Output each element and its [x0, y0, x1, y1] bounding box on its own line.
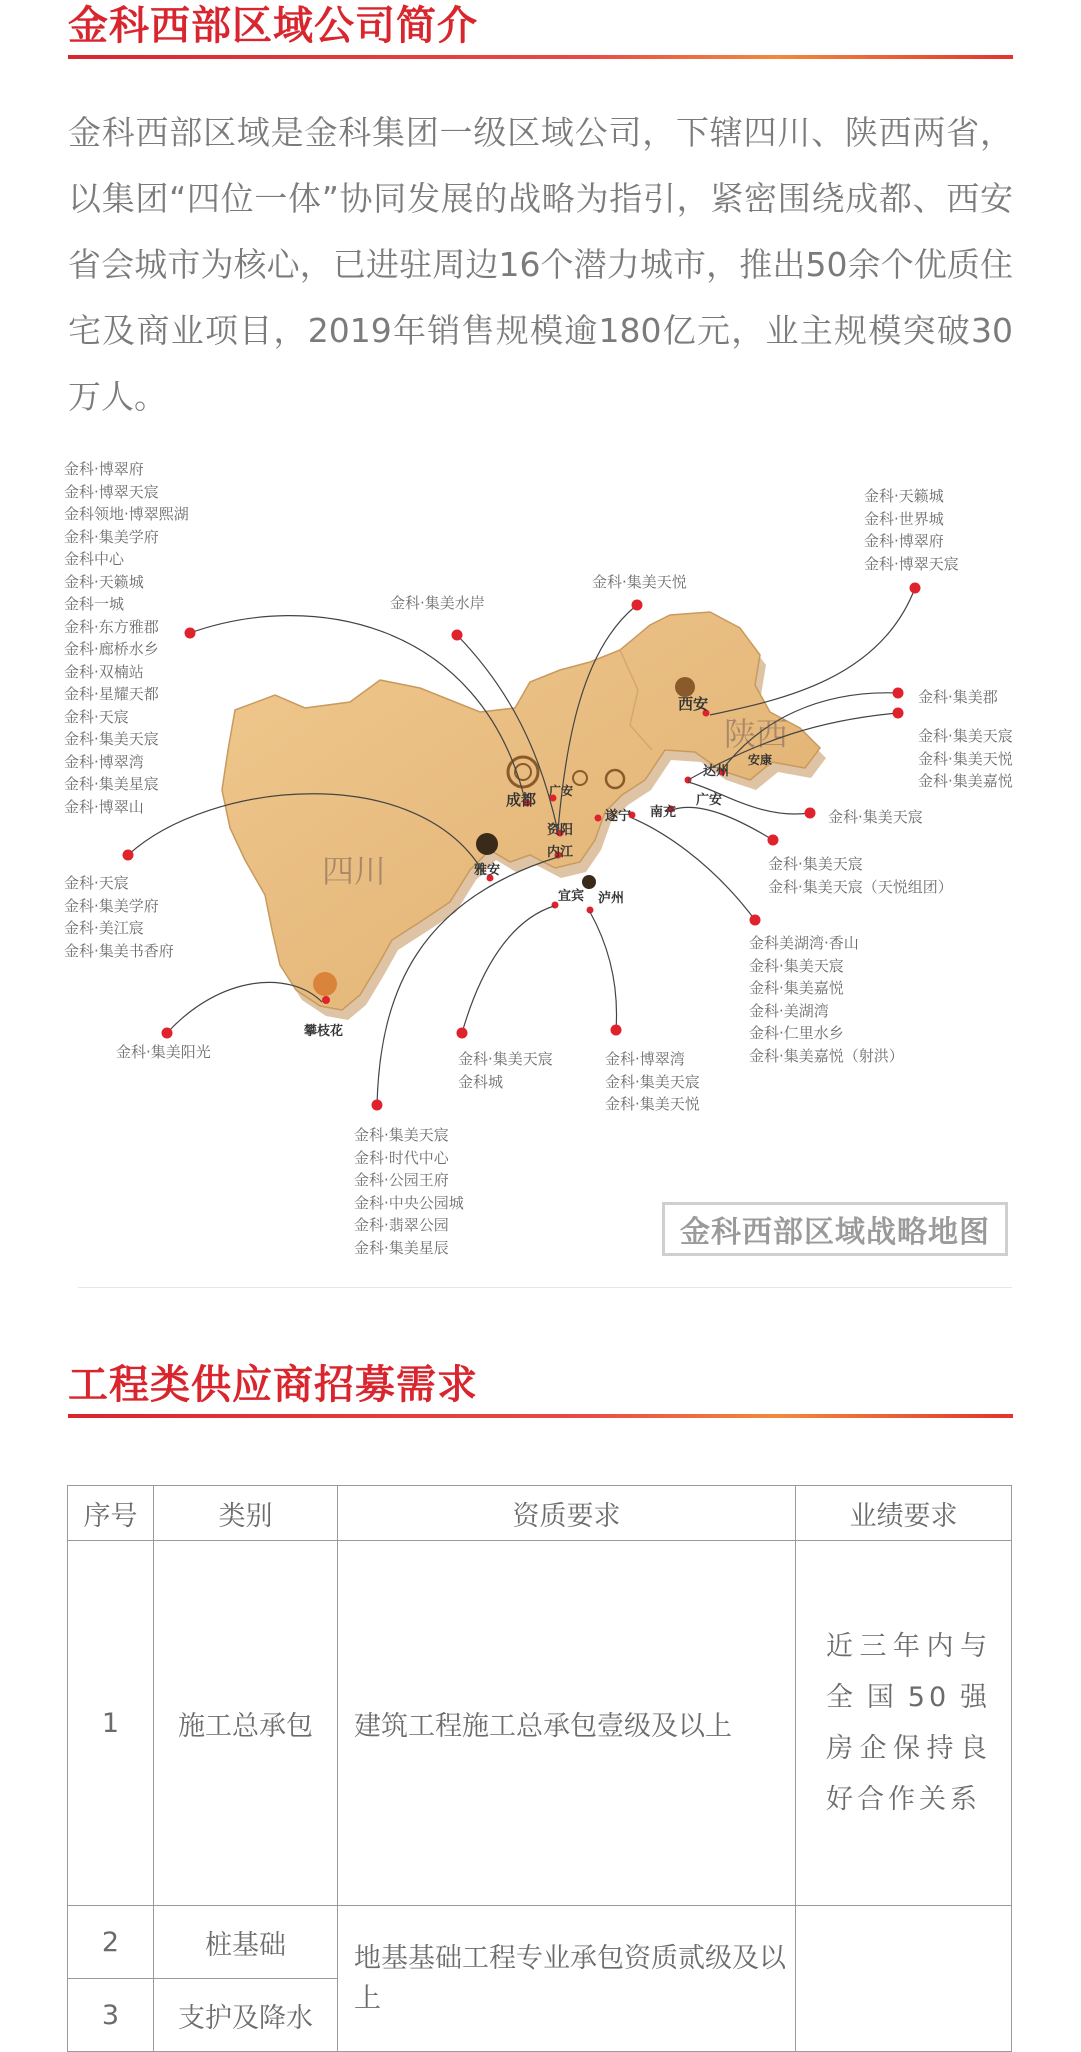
project-label: 金科·集美天宸 [458, 1050, 553, 1068]
project-label: 金科·博翠天宸 [864, 554, 959, 573]
row-category: 桩基础 [154, 1906, 338, 1979]
xian-landmark-icon [675, 677, 695, 697]
project-label: 金科·集美天悦 [918, 749, 1013, 768]
map-land [222, 612, 820, 1010]
project-label: 金科·星耀天都 [64, 685, 159, 703]
intro-title-rule [68, 55, 1013, 59]
row-no: 1 [68, 1541, 154, 1906]
project-label: 金科·天宸 [64, 707, 129, 726]
row-category: 支护及降水 [154, 1979, 338, 2052]
marker-panzhihua [322, 996, 330, 1004]
label-group-chengdu [64, 458, 189, 818]
project-label: 金科·东方雅郡 [64, 617, 159, 636]
project-label: 金科·集美嘉悦 [749, 979, 844, 997]
project-label: 金科·时代中心 [354, 1148, 449, 1167]
luzhou-icon [582, 875, 596, 889]
header-qualification: 资质要求 [338, 1486, 796, 1541]
table-header-row [68, 1486, 1012, 1541]
province-shaanxi: 陕西 [724, 715, 789, 753]
project-label: 金科·博翠府 [64, 460, 144, 478]
project-label: 金科·公园王府 [354, 1171, 449, 1189]
label-group-ziyang [390, 592, 485, 615]
label-group-guang-an [768, 853, 953, 898]
project-label: 金科·集美天宸 [354, 1126, 449, 1144]
project-label: 金科·廊桥水乡 [64, 640, 159, 658]
row-no: 2 [68, 1906, 154, 1979]
project-label: 金科·集美天宸 [605, 1072, 700, 1091]
city-ziyang: 资阳 [547, 823, 574, 838]
map-legend-box: 金科西部区域战略地图 [662, 1202, 1008, 1256]
project-label: 金科·博翠湾 [605, 1050, 685, 1068]
label-group-hanzhong [918, 725, 1013, 793]
city-chengdu: 成都 [506, 791, 537, 809]
project-label: 金科·世界城 [864, 509, 944, 528]
label-group-xian [864, 485, 959, 575]
city-guang-han: 广安 [549, 784, 574, 798]
header-category: 类别 [154, 1486, 338, 1541]
project-label: 金科·翡翠公园 [354, 1216, 449, 1234]
label-group-ya-an [64, 872, 174, 962]
intro-paragraph: 金科西部区域是金科集团一级区域公司，下辖四川、陕西两省，以集团“四位一体”协同发展的战略为指引，紧密围绕成都、西安省会城市为核心，已进驻周边16个潜力城市，推出50余个优质住宅及商业项目，2019年销售规模逾180亿元，业主规模突破30万人。 [68, 113, 1013, 416]
city-luzhou: 泸州 [598, 891, 625, 906]
project-label: 金科·集美星宸 [64, 775, 159, 793]
row-qualification: 建筑工程施工总承包壹级及以上 [338, 1541, 796, 1906]
row-no: 3 [68, 1979, 154, 2052]
header-no: 序号 [68, 1486, 154, 1541]
project-label: 金科·集美嘉悦（射洪） [749, 1046, 904, 1065]
header-performance: 业绩要求 [796, 1486, 1012, 1541]
section-divider [78, 1287, 1012, 1288]
project-label: 金科·天籁城 [864, 487, 944, 505]
project-label: 金科·博翠湾 [64, 752, 144, 771]
label-group-suining [592, 571, 687, 594]
project-label: 金科·中央公园城 [354, 1193, 464, 1212]
project-label: 金科城 [458, 1072, 504, 1091]
project-label: 金科·集美星辰 [354, 1238, 449, 1257]
project-label: 金科·集美天宸 [768, 855, 863, 873]
recruit-title: 工程类供应商招募需求 [68, 1362, 478, 1408]
project-label: 金科·集美学府 [64, 527, 159, 546]
project-label: 金科·集美天宸 [918, 727, 1013, 745]
marker-suining [595, 815, 602, 822]
project-label: 金科·集美嘉悦 [918, 772, 1013, 790]
project-label: 金科·集美天悦 [605, 1095, 700, 1113]
city-ankang: 安康 [748, 753, 773, 767]
project-label: 金科·集美天宸 [828, 808, 923, 826]
label-group-nanchong [749, 932, 904, 1067]
strategy-map [60, 450, 1020, 1270]
province-sichuan: 四川 [322, 852, 387, 890]
intro-title: 金科西部区域公司简介 [68, 3, 478, 49]
project-label: 金科·美江宸 [64, 919, 144, 937]
label-group-yibin [458, 1048, 553, 1093]
project-label: 金科一城 [64, 595, 125, 613]
table-row [68, 1906, 1012, 1979]
project-label: 金科中心 [64, 550, 125, 568]
project-label: 金科·集美学府 [64, 896, 159, 915]
project-label: 金科·集美阳光 [116, 1043, 211, 1061]
label-group-panzhihua [116, 1041, 211, 1064]
city-neijiang: 内江 [547, 845, 574, 860]
label-group-dazhou [828, 806, 923, 829]
project-label: 金科·天宸 [64, 874, 129, 892]
project-label: 金科·集美书香府 [64, 941, 174, 960]
row-qualification: 地基基础工程专业承包资质贰级及以上 [338, 1906, 796, 2052]
city-dazhou: 达州 [703, 764, 730, 779]
city-suining: 遂宁 [605, 809, 632, 824]
city-nanchong: 南充 [650, 805, 677, 820]
project-label: 金科·仁里水乡 [749, 1024, 844, 1042]
city-yibin: 宜宾 [558, 889, 585, 904]
label-group-ankang [918, 686, 998, 709]
panda-icon [476, 833, 498, 855]
project-label: 金科·集美天宸（天悦组团） [768, 877, 953, 896]
city-guang-an: 广安 [696, 793, 723, 808]
project-label: 金科·双楠站 [64, 662, 144, 681]
city-xian: 西安 [678, 695, 709, 713]
recruit-title-rule [68, 1414, 1013, 1418]
project-label: 金科领地·博翠熙湖 [64, 505, 189, 523]
project-label: 金科·集美郡 [918, 688, 998, 706]
project-label: 金科·天籁城 [64, 572, 144, 591]
requirements-table [67, 1485, 1012, 2052]
project-label: 金科·集美天宸 [749, 956, 844, 975]
row-category: 施工总承包 [154, 1541, 338, 1906]
row-performance [796, 1906, 1012, 2052]
project-label: 金科·集美天悦 [592, 573, 687, 591]
label-group-luzhou [605, 1048, 700, 1116]
project-label: 金科·美湖湾 [749, 1001, 829, 1020]
project-label: 金科·集美天宸 [64, 730, 159, 748]
project-label: 金科·集美水岸 [390, 594, 485, 612]
city-ya-an: 雅安 [474, 863, 501, 878]
row-performance: 近三年内与全国50强房企保持良好合作关系 [796, 1541, 1012, 1906]
project-label: 金科美湖湾·香山 [749, 934, 859, 952]
label-group-neijiang [354, 1124, 464, 1259]
project-label: 金科·博翠山 [64, 797, 144, 816]
project-label: 金科·博翠天宸 [64, 482, 159, 501]
table-row [68, 1541, 1012, 1906]
city-panzhihua: 攀枝花 [304, 1024, 344, 1039]
project-label: 金科·博翠府 [864, 532, 944, 550]
flower-icon [313, 972, 337, 996]
